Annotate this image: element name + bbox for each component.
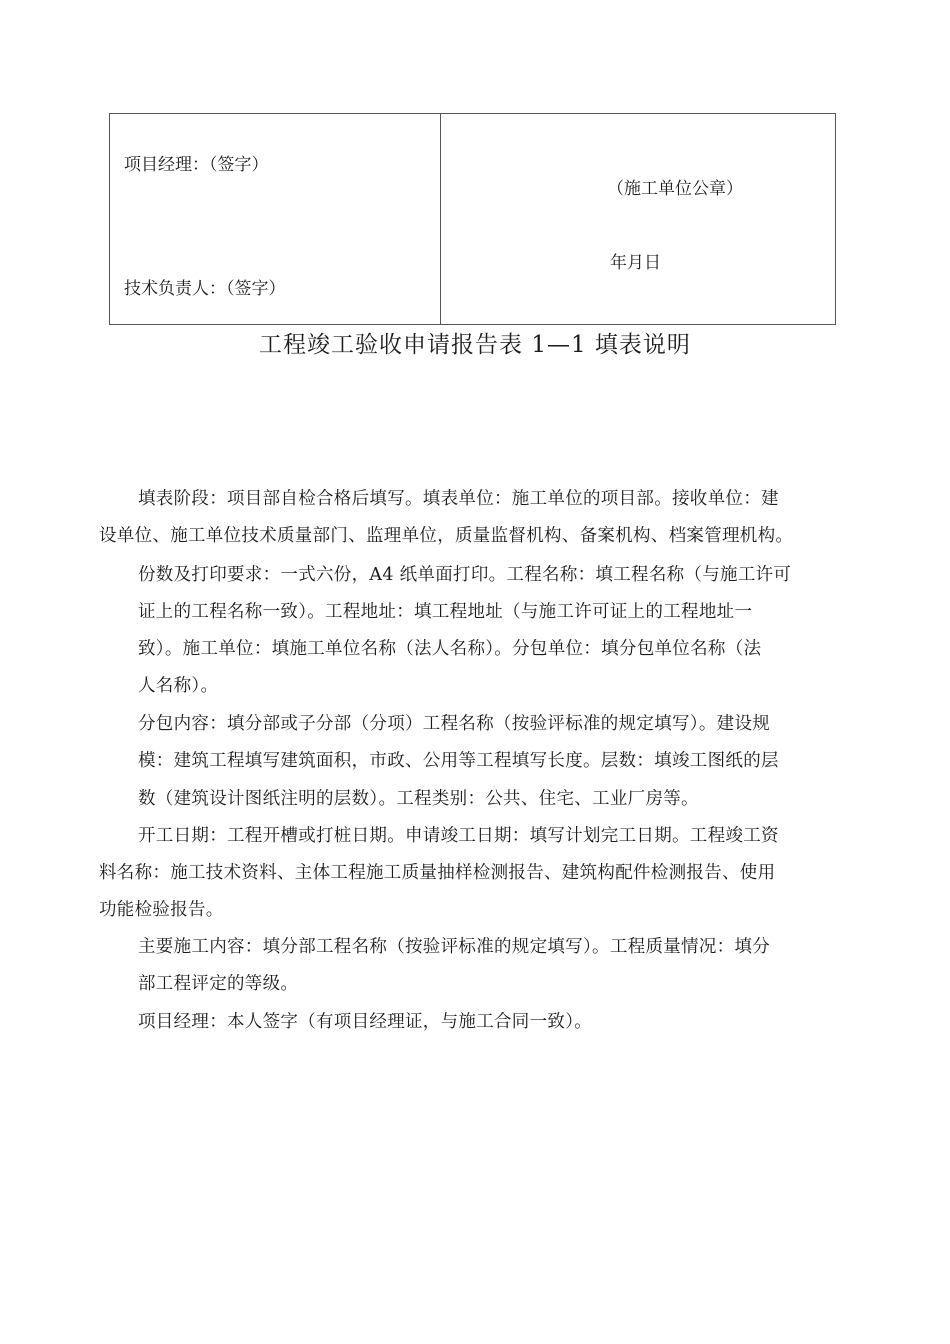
- body-line: 致）。施工单位：填施工单位名称（法人名称）。分包单位：填分包单位名称（法: [138, 639, 762, 659]
- document-title: 工程竣工验收申请报告表 1—1 填表说明: [259, 332, 691, 358]
- body-line: 设单位、施工单位技术质量部门、监理单位，质量监督机构、备案机构、档案管理机构。: [99, 526, 794, 546]
- date-label: 年月日: [610, 253, 661, 273]
- body-line: 部工程评定的等级。: [138, 974, 299, 994]
- project-manager-signature-label: 项目经理：（签字）: [124, 155, 269, 175]
- body-line: 开工日期：工程开槽或打桩日期。申请竣工日期：填写计划完工日期。工程竣工资: [138, 826, 779, 846]
- signature-left-cell: [110, 114, 441, 324]
- signature-table: [109, 113, 836, 325]
- tech-lead-signature-label: 技术负责人：（签字）: [124, 279, 286, 299]
- body-line: 功能检验报告。: [99, 900, 224, 920]
- body-line: 分包内容：填分部或子分部（分项）工程名称（按验评标准的规定填写）。建设规: [138, 714, 771, 734]
- body-line: 主要施工内容：填分部工程名称（按验评标准的规定填写）。工程质量情况：填分: [138, 937, 771, 957]
- body-line: 份数及打印要求：一式六份，A4 纸单面打印。工程名称：填工程名称（与施工许可: [138, 565, 792, 585]
- body-line: 数（建筑设计图纸注明的层数）。工程类别：公共、住宅、工业厂房等。: [138, 789, 699, 809]
- body-line: 证上的工程名称一致）。工程地址：填工程地址（与施工许可证上的工程地址一: [138, 602, 753, 622]
- body-line: 项目经理：本人签字（有项目经理证，与施工合同一致）。: [138, 1012, 593, 1032]
- body-line: 模：建筑工程填写建筑面积，市政、公用等工程填写长度。层数：填竣工图纸的层: [138, 751, 779, 771]
- body-line: 料名称：施工技术资料、主体工程施工质量抽样检测报告、建筑构配件检测报告、使用: [99, 863, 776, 883]
- body-line: 填表阶段：项目部自检合格后填写。填表单位：施工单位的项目部。接收单位：建: [138, 489, 779, 509]
- company-seal-label: （施工单位公章）: [607, 179, 743, 199]
- body-line: 人名称）。: [138, 676, 219, 696]
